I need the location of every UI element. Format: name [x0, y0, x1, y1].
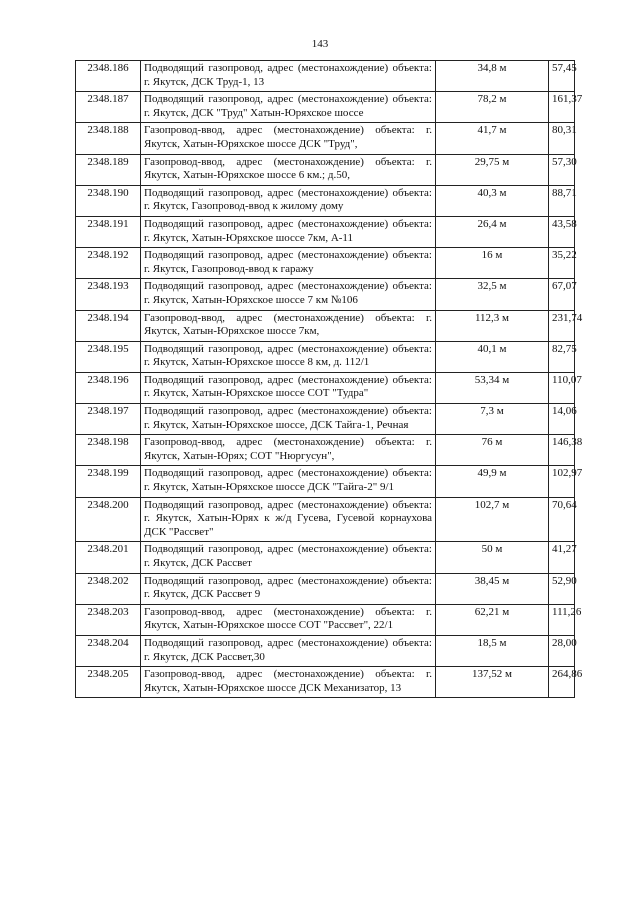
row-description-cell: Подводящий газопровод, адрес (местонахождение) объекта: г. Якутск, ДСК Рассвет,30 — [141, 635, 436, 666]
row-length-cell: 102,7 м — [436, 497, 549, 542]
row-number-cell: 2348.200 — [76, 497, 141, 542]
row-value-cell: 70,64 — [549, 497, 575, 542]
table-row — [76, 154, 575, 185]
row-length-cell: 26,4 м — [436, 216, 549, 247]
row-length-cell: 38,45 м — [436, 573, 549, 604]
row-length-cell: 112,3 м — [436, 310, 549, 341]
row-description-cell: Подводящий газопровод, адрес (местонахождение) объекта: г. Якутск, Хатын-Юрях к ж/д Гусева, Гусевой корнаухова ДСК "Рассвет" — [141, 497, 436, 542]
row-description-cell: Подводящий газопровод, адрес (местонахождение) объекта: г. Якутск, ДСК Труд-1, 13 — [141, 61, 436, 92]
row-value-cell: 111,26 — [549, 604, 575, 635]
row-number-cell: 2348.191 — [76, 216, 141, 247]
row-length-cell: 29,75 м — [436, 154, 549, 185]
row-value-cell: 28,00 — [549, 635, 575, 666]
row-value-cell: 57,45 — [549, 61, 575, 92]
row-description-cell: Подводящий газопровод, адрес (местонахождение) объекта: г. Якутск, Хатын-Юряхское шоссе, ДСК Тайга-1, Речная — [141, 404, 436, 435]
table-row — [76, 497, 575, 542]
table-row — [76, 604, 575, 635]
row-value-cell: 14,06 — [549, 404, 575, 435]
table-row — [76, 92, 575, 123]
row-value-cell: 52,90 — [549, 573, 575, 604]
table-row — [76, 279, 575, 310]
row-number-cell: 2348.196 — [76, 372, 141, 403]
row-number-cell: 2348.201 — [76, 542, 141, 573]
row-length-cell: 62,21 м — [436, 604, 549, 635]
row-number-cell: 2348.187 — [76, 92, 141, 123]
row-length-cell: 137,52 м — [436, 667, 549, 698]
row-number-cell: 2348.197 — [76, 404, 141, 435]
row-length-cell: 53,34 м — [436, 372, 549, 403]
row-number-cell: 2348.203 — [76, 604, 141, 635]
table-row — [76, 123, 575, 154]
row-description-cell: Подводящий газопровод, адрес (местонахождение) объекта: г. Якутск, ДСК Рассвет — [141, 542, 436, 573]
row-length-cell: 41,7 м — [436, 123, 549, 154]
row-value-cell: 146,38 — [549, 435, 575, 466]
row-length-cell: 7,3 м — [436, 404, 549, 435]
table-row — [76, 466, 575, 497]
table-row — [76, 635, 575, 666]
row-description-cell: Газопровод-ввод, адрес (местонахождение) объекта: г. Якутск, Хатын-Юряхское шоссе ДСК "Труд", — [141, 123, 436, 154]
row-value-cell: 35,22 — [549, 248, 575, 279]
row-length-cell: 34,8 м — [436, 61, 549, 92]
row-length-cell: 32,5 м — [436, 279, 549, 310]
row-length-cell: 16 м — [436, 248, 549, 279]
row-number-cell: 2348.205 — [76, 667, 141, 698]
table-row — [76, 216, 575, 247]
row-description-cell: Подводящий газопровод, адрес (местонахождение) объекта: г. Якутск, Хатын-Юряхское шоссе 8 км, д. 112/1 — [141, 341, 436, 372]
row-value-cell: 43,58 — [549, 216, 575, 247]
row-length-cell: 40,3 м — [436, 185, 549, 216]
row-value-cell: 57,30 — [549, 154, 575, 185]
row-description-cell: Подводящий газопровод, адрес (местонахождение) объекта: г. Якутск, Хатын-Юряхское шоссе 7 км №106 — [141, 279, 436, 310]
row-length-cell: 78,2 м — [436, 92, 549, 123]
row-description-cell: Подводящий газопровод, адрес (местонахождение) объекта: г. Якутск, Газопровод-ввод к гаражу — [141, 248, 436, 279]
table-row — [76, 542, 575, 573]
row-value-cell: 102,97 — [549, 466, 575, 497]
table-row — [76, 341, 575, 372]
row-value-cell: 41,27 — [549, 542, 575, 573]
row-value-cell: 80,31 — [549, 123, 575, 154]
row-description-cell: Подводящий газопровод, адрес (местонахождение) объекта: г. Якутск, Газопровод-ввод к жилому дому — [141, 185, 436, 216]
row-number-cell: 2348.202 — [76, 573, 141, 604]
table-row — [76, 248, 575, 279]
registry-table-body — [76, 61, 583, 698]
row-description-cell: Подводящий газопровод, адрес (местонахождение) объекта: г. Якутск, ДСК "Труд" Хатын-Юряхское шоссе — [141, 92, 436, 123]
row-number-cell: 2348.186 — [76, 61, 141, 92]
row-number-cell: 2348.194 — [76, 310, 141, 341]
row-value-cell: 88,71 — [549, 185, 575, 216]
row-description-cell: Газопровод-ввод, адрес (местонахождение) объекта: г. Якутск, Хатын-Юряхское шоссе 7км, — [141, 310, 436, 341]
table-row — [76, 310, 575, 341]
row-description-cell: Подводящий газопровод, адрес (местонахождение) объекта: г. Якутск, Хатын-Юряхское шоссе ДСК "Тайга-2" 9/1 — [141, 466, 436, 497]
row-length-cell: 50 м — [436, 542, 549, 573]
row-value-cell: 231,74 — [549, 310, 575, 341]
row-description-cell: Газопровод-ввод, адрес (местонахождение) объекта: г. Якутск, Хатын-Юряхское шоссе СОТ "Рассвет", 22/1 — [141, 604, 436, 635]
row-description-cell: Газопровод-ввод, адрес (местонахождение) объекта: г. Якутск, Хатын-Юряхское шоссе 6 км.; д.50, — [141, 154, 436, 185]
table-row — [76, 372, 575, 403]
row-value-cell: 264,86 — [549, 667, 575, 698]
row-value-cell: 67,07 — [549, 279, 575, 310]
row-description-cell: Газопровод-ввод, адрес (местонахождение) объекта: г. Якутск, Хатын-Юрях; СОТ "Нюргусун", — [141, 435, 436, 466]
row-number-cell: 2348.193 — [76, 279, 141, 310]
row-length-cell: 18,5 м — [436, 635, 549, 666]
row-description-cell: Газопровод-ввод, адрес (местонахождение) объекта: г. Якутск, Хатын-Юряхское шоссе ДСК Механизатор, 13 — [141, 667, 436, 698]
row-value-cell: 110,07 — [549, 372, 575, 403]
table-row — [76, 573, 575, 604]
row-length-cell: 76 м — [436, 435, 549, 466]
page-number: 143 — [311, 38, 329, 50]
row-number-cell: 2348.198 — [76, 435, 141, 466]
table-row — [76, 667, 575, 698]
row-number-cell: 2348.195 — [76, 341, 141, 372]
row-number-cell: 2348.199 — [76, 466, 141, 497]
table-row — [76, 435, 575, 466]
row-number-cell: 2348.189 — [76, 154, 141, 185]
row-number-cell: 2348.204 — [76, 635, 141, 666]
row-description-cell: Подводящий газопровод, адрес (местонахождение) объекта: г. Якутск, Хатын-Юряхское шоссе 7км, А-11 — [141, 216, 436, 247]
row-number-cell: 2348.188 — [76, 123, 141, 154]
table-row — [76, 61, 575, 92]
row-value-cell: 82,75 — [549, 341, 575, 372]
table-row — [76, 185, 575, 216]
row-description-cell: Подводящий газопровод, адрес (местонахождение) объекта: г. Якутск, Хатын-Юряхское шоссе СОТ "Тудра" — [141, 372, 436, 403]
row-description-cell: Подводящий газопровод, адрес (местонахождение) объекта: г. Якутск, ДСК Рассвет 9 — [141, 573, 436, 604]
row-value-cell: 161,37 — [549, 92, 575, 123]
row-length-cell: 40,1 м — [436, 341, 549, 372]
row-length-cell: 49,9 м — [436, 466, 549, 497]
row-number-cell: 2348.192 — [76, 248, 141, 279]
registry-table — [75, 60, 583, 698]
table-row — [76, 404, 575, 435]
row-number-cell: 2348.190 — [76, 185, 141, 216]
